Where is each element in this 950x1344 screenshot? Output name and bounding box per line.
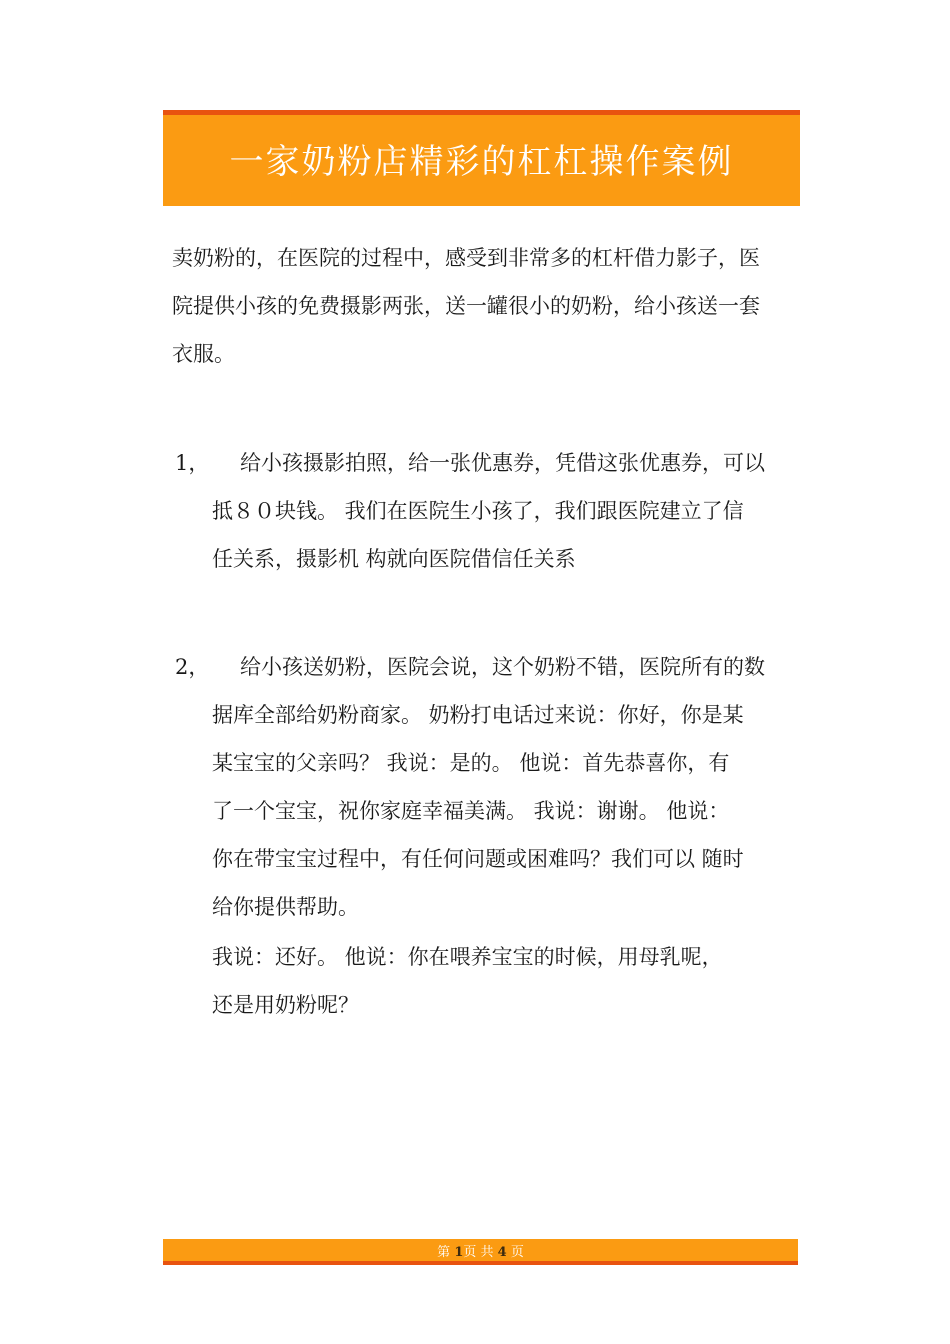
page-footer [163,1239,798,1265]
list-item-line: 给你提供帮助。 [212,895,359,919]
list-item-body [212,643,797,1029]
list-item-line: 抵８０块钱。 我们在医院生小孩了，我们跟医院建立了信 [212,499,744,523]
list-item-line: 我说：还好。 他说：你在喂养宝宝的时候，用母乳呢， [212,945,723,969]
list-item-line: 任关系，摄影机 构就向医院借信任关系 [212,547,576,571]
title-banner [163,110,800,206]
list-item-number: 2， [175,655,210,679]
page-indicator [437,1241,524,1260]
list-item-line: 据库全部给奶粉商家。 奶粉打电话过来说：你好，你是某 [212,703,744,727]
current-page-number: 1 [454,1244,464,1260]
list-item-number: 1， [175,451,210,475]
list-item-line: 给小孩摄影拍照，给一张优惠券，凭借这张优惠券，可以 [240,451,765,475]
intro-line: 院提供小孩的免费摄影两张，送一罐很小的奶粉，给小孩送一套 [172,294,760,318]
list-item-line: 了一个宝宝，祝你家庭幸福美满。 我说：谢谢。 他说： [212,799,730,823]
document-title: 一家奶粉店精彩的杠杠操作案例 [229,142,734,182]
list-item-line: 还是用奶粉呢？ [212,993,359,1017]
intro-line: 衣服。 [172,342,235,366]
footer-middle: 页 共 [463,1244,494,1260]
list-item-line: 你在带宝宝过程中，有任何问题或困难吗？我们可以 随时 [212,847,744,871]
total-page-number: 4 [497,1244,507,1260]
list-item-line: 某宝宝的父亲吗？ 我说：是的。 他说：首先恭喜你，有 [212,751,730,775]
footer-prefix: 第 [437,1244,451,1260]
list-item-line: 给小孩送奶粉，医院会说，这个奶粉不错，医院所有的数 [240,655,765,679]
list-item-body [212,439,797,583]
intro-paragraph [172,234,794,378]
intro-line: 卖奶粉的，在医院的过程中，感受到非常多的杠杆借力影子，医 [172,246,760,270]
footer-suffix: 页 [510,1244,524,1260]
